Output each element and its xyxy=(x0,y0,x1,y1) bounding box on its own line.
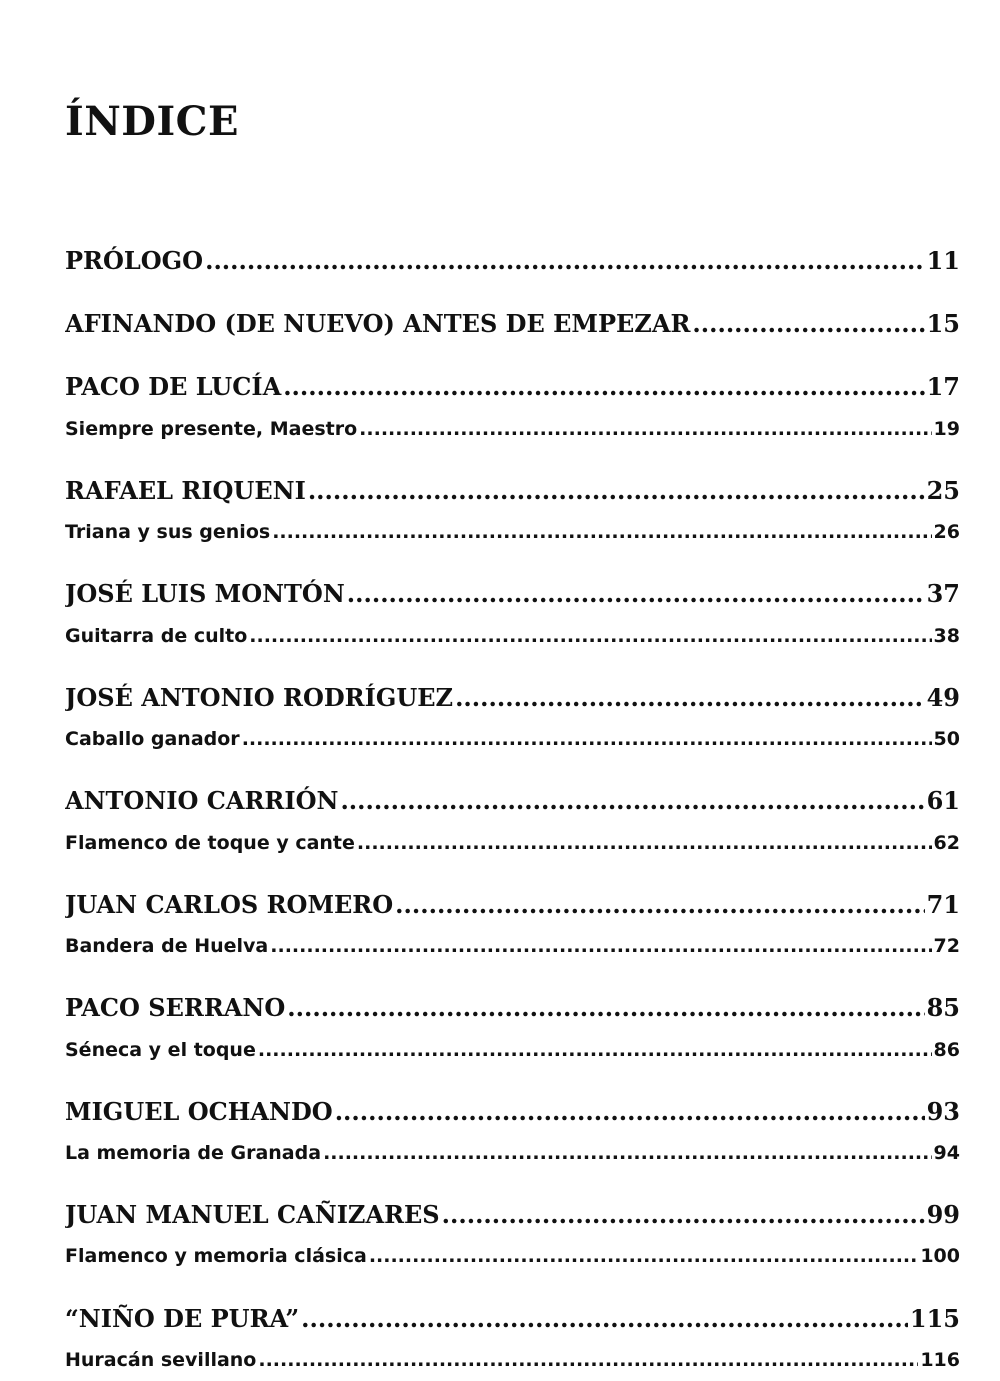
dot-leader xyxy=(258,1347,918,1373)
toc-entry-prologo[interactable] xyxy=(65,245,960,277)
entry-title: Flamenco de toque y cante xyxy=(65,832,355,854)
dot-leader xyxy=(692,308,924,340)
dot-leader xyxy=(442,1199,925,1231)
entry-title: JUAN CARLOS ROMERO xyxy=(65,890,394,919)
dot-leader xyxy=(283,371,924,403)
toc-entry-juan-manuel-canizares[interactable] xyxy=(65,1199,960,1231)
entry-title: Triana y sus genios xyxy=(65,521,271,543)
toc-subentry-memoria-de-granada[interactable] xyxy=(65,1140,960,1166)
toc-subentry-bandera-de-huelva[interactable] xyxy=(65,933,960,959)
entry-title: JOSÉ ANTONIO RODRÍGUEZ xyxy=(65,683,454,712)
dot-leader xyxy=(270,933,931,959)
page-title: ÍNDICE xyxy=(65,98,239,145)
entry-page: 19 xyxy=(933,418,960,440)
toc-subentry-triana[interactable] xyxy=(65,519,960,545)
entry-title: JOSÉ LUIS MONTÓN xyxy=(65,579,345,608)
toc-subentry-seneca[interactable] xyxy=(65,1037,960,1063)
dot-leader xyxy=(205,245,925,277)
entry-page: 26 xyxy=(933,521,960,543)
toc-entry-jose-antonio-rodriguez[interactable] xyxy=(65,682,960,714)
toc-entry-paco-serrano[interactable] xyxy=(65,992,960,1024)
entry-page: 11 xyxy=(926,246,960,275)
toc-entry-jose-luis-monton[interactable] xyxy=(65,578,960,610)
dot-leader xyxy=(359,416,931,442)
entry-page: 37 xyxy=(926,579,960,608)
toc-subentry-huracan-sevillano[interactable] xyxy=(65,1347,960,1373)
toc-subentry-caballo-ganador[interactable] xyxy=(65,726,960,752)
entry-page: 49 xyxy=(926,683,960,712)
entry-page: 17 xyxy=(926,372,960,401)
dot-leader xyxy=(340,785,924,817)
dot-leader xyxy=(347,578,925,610)
entry-title: Caballo ganador xyxy=(65,728,240,750)
entry-page: 94 xyxy=(933,1142,960,1164)
dot-leader xyxy=(357,830,932,856)
entry-page: 25 xyxy=(926,476,960,505)
entry-page: 38 xyxy=(933,625,960,647)
entry-title: MIGUEL OCHANDO xyxy=(65,1097,333,1126)
dot-leader xyxy=(249,623,931,649)
dot-leader xyxy=(301,1303,908,1335)
dot-leader xyxy=(323,1140,931,1166)
entry-title: La memoria de Granada xyxy=(65,1142,322,1164)
dot-leader xyxy=(287,992,924,1024)
entry-page: 99 xyxy=(926,1200,960,1229)
entry-title: PACO SERRANO xyxy=(65,993,286,1022)
entry-title: AFINANDO (DE NUEVO) ANTES DE EMPEZAR xyxy=(65,309,691,338)
toc-subentry-siempre-presente[interactable] xyxy=(65,416,960,442)
entry-title: ANTONIO CARRIÓN xyxy=(65,786,339,815)
entry-page: 86 xyxy=(933,1039,960,1061)
dot-leader xyxy=(242,726,932,752)
entry-page: 85 xyxy=(926,993,960,1022)
entry-title: “NIÑO DE PURA” xyxy=(65,1304,300,1333)
toc-entry-antonio-carrion[interactable] xyxy=(65,785,960,817)
entry-page: 61 xyxy=(926,786,960,815)
dot-leader xyxy=(369,1243,919,1269)
entry-title: PRÓLOGO xyxy=(65,246,204,275)
entry-page: 115 xyxy=(909,1304,960,1333)
dot-leader xyxy=(308,475,925,507)
entry-page: 93 xyxy=(926,1097,960,1126)
toc-entry-juan-carlos-romero[interactable] xyxy=(65,889,960,921)
toc-entry-rafael-riqueni[interactable] xyxy=(65,475,960,507)
toc-entry-paco-de-lucia[interactable] xyxy=(65,371,960,403)
entry-title: Bandera de Huelva xyxy=(65,935,269,957)
toc-entry-afinando[interactable] xyxy=(65,308,960,340)
dot-leader xyxy=(272,519,931,545)
entry-title: RAFAEL RIQUENI xyxy=(65,476,306,505)
entry-title: Flamenco y memoria clásica xyxy=(65,1245,367,1267)
toc-subentry-memoria-clasica[interactable] xyxy=(65,1243,960,1269)
entry-title: PACO DE LUCÍA xyxy=(65,372,282,401)
toc-subentry-flamenco-de-toque[interactable] xyxy=(65,830,960,856)
dot-leader xyxy=(395,889,924,921)
entry-page: 50 xyxy=(933,728,960,750)
entry-page: 116 xyxy=(920,1349,960,1371)
dot-leader xyxy=(335,1096,925,1128)
entry-page: 71 xyxy=(926,890,960,919)
dot-leader xyxy=(258,1037,932,1063)
toc-entry-miguel-ochando[interactable] xyxy=(65,1096,960,1128)
entry-title: Guitarra de culto xyxy=(65,625,248,647)
entry-title: Huracán sevillano xyxy=(65,1349,257,1371)
entry-page: 100 xyxy=(920,1245,960,1267)
entry-page: 15 xyxy=(926,309,960,338)
entry-title: JUAN MANUEL CAÑIZARES xyxy=(65,1200,440,1229)
entry-title: Séneca y el toque xyxy=(65,1039,256,1061)
entry-page: 72 xyxy=(933,935,960,957)
toc-entry-nino-de-pura[interactable] xyxy=(65,1303,960,1335)
entry-title: Siempre presente, Maestro xyxy=(65,418,358,440)
entry-page: 62 xyxy=(933,832,960,854)
dot-leader xyxy=(455,682,925,714)
toc-subentry-guitarra-de-culto[interactable] xyxy=(65,623,960,649)
